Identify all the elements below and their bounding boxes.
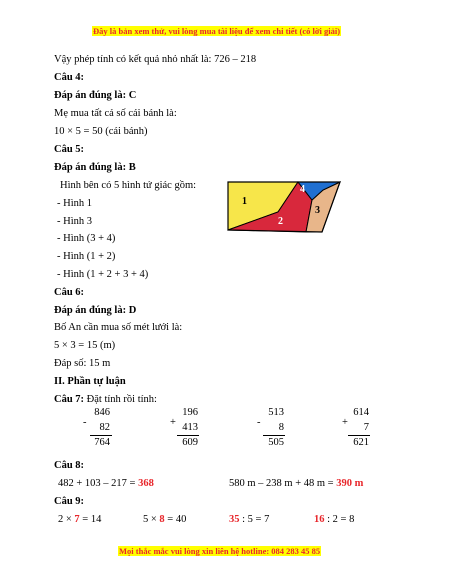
q6-title: Câu 6:	[54, 287, 85, 298]
operand: 196	[182, 407, 198, 418]
expression-result: 390 m	[336, 478, 364, 489]
q4-answer: Đáp án đúng là: C	[54, 90, 137, 101]
op-sign: +	[170, 417, 176, 428]
q9-expr2	[143, 514, 186, 525]
expression-result: 368	[138, 478, 154, 489]
q8-expr1	[58, 478, 154, 489]
column-rule	[263, 435, 285, 436]
operand: 846	[94, 407, 110, 418]
expression: 2 ×	[58, 514, 75, 525]
q9-expr1	[58, 514, 101, 525]
column-rule	[348, 435, 370, 436]
column-operation	[88, 405, 110, 450]
region-label: 2	[278, 216, 283, 227]
op-sign: -	[83, 417, 87, 428]
quadrilateral-figure	[226, 180, 344, 234]
expression: = 14	[79, 514, 102, 525]
q5-item: - Hình (1 + 2)	[57, 251, 116, 262]
expression: : 2 = 8	[324, 514, 355, 525]
missing-number: 7	[74, 514, 80, 525]
q4-line2: 10 × 5 = 50 (cái bánh)	[54, 126, 148, 137]
q6-line2: 5 × 3 = 15 (m)	[54, 340, 116, 351]
column-rule	[177, 435, 199, 436]
expression: 580 m – 238 m + 48 m =	[229, 478, 337, 489]
missing-number: 16	[314, 514, 325, 525]
q9-expr4	[314, 514, 354, 525]
q6-line1: Bố An cần mua số mét lưới là:	[54, 322, 183, 333]
operand: 413	[182, 422, 198, 433]
q5-item: - Hình 1	[57, 198, 92, 209]
result: 621	[353, 437, 369, 448]
result: 505	[268, 437, 284, 448]
q4-title: Câu 4:	[54, 72, 85, 83]
result: 609	[182, 437, 198, 448]
column-operation	[347, 405, 369, 450]
q5-item: - Hình (3 + 4)	[57, 233, 116, 244]
q6-line3: Đáp số: 15 m	[54, 358, 111, 369]
expression: : 5 = 7	[239, 514, 270, 525]
result: 764	[94, 437, 110, 448]
region-label: 1	[242, 196, 247, 207]
op-sign: +	[342, 417, 348, 428]
region-label: 4	[300, 184, 305, 195]
operand: 82	[99, 422, 110, 433]
q5-answer: Đáp án đúng là: B	[54, 162, 136, 173]
operand: 614	[353, 407, 369, 418]
expression: 5 ×	[143, 514, 160, 525]
q8-title: Câu 8:	[54, 460, 85, 471]
operand: 513	[268, 407, 284, 418]
q5-intro: Hình bên có 5 hình tứ giác gồm:	[60, 180, 197, 191]
missing-number: 35	[229, 514, 240, 525]
operand: 7	[363, 422, 369, 433]
region-label: 3	[315, 205, 320, 216]
q5-item: - Hình 3	[57, 216, 92, 227]
q9-title: Câu 9:	[54, 496, 85, 507]
q5-item: - Hình (1 + 2 + 3 + 4)	[57, 269, 149, 280]
header-banner: Đây là bản xem thử, vui lòng mua tài liệu để xem chi tiết (có lời giải)	[93, 26, 341, 36]
q4-line1: Mẹ mua tất cả số cái bánh là:	[54, 108, 177, 119]
q6-answer: Đáp án đúng là: D	[54, 305, 137, 316]
section-title: II. Phần tự luận	[54, 376, 126, 387]
expression: = 40	[164, 514, 187, 525]
footer-banner: Mọi thắc mắc vui lòng xin liên hệ hotline: 084 283 45 85	[119, 546, 321, 556]
op-sign: -	[257, 417, 261, 428]
column-operation	[262, 405, 284, 450]
column-rule	[90, 435, 112, 436]
q9-expr3	[229, 514, 269, 525]
q5-title: Câu 5:	[54, 144, 85, 155]
column-operation	[176, 405, 198, 450]
q7-prompt: Đặt tính rồi tính:	[86, 394, 157, 405]
q8-expr2	[229, 478, 363, 489]
q7-heading	[54, 394, 157, 405]
operand: 8	[278, 422, 284, 433]
intro-text: Vậy phép tính có kết quả nhỏ nhất là: 726 – 218	[54, 54, 257, 65]
expression: 482 + 103 – 217 =	[58, 478, 139, 489]
missing-number: 8	[159, 514, 165, 525]
q7-title: Câu 7:	[54, 394, 85, 405]
